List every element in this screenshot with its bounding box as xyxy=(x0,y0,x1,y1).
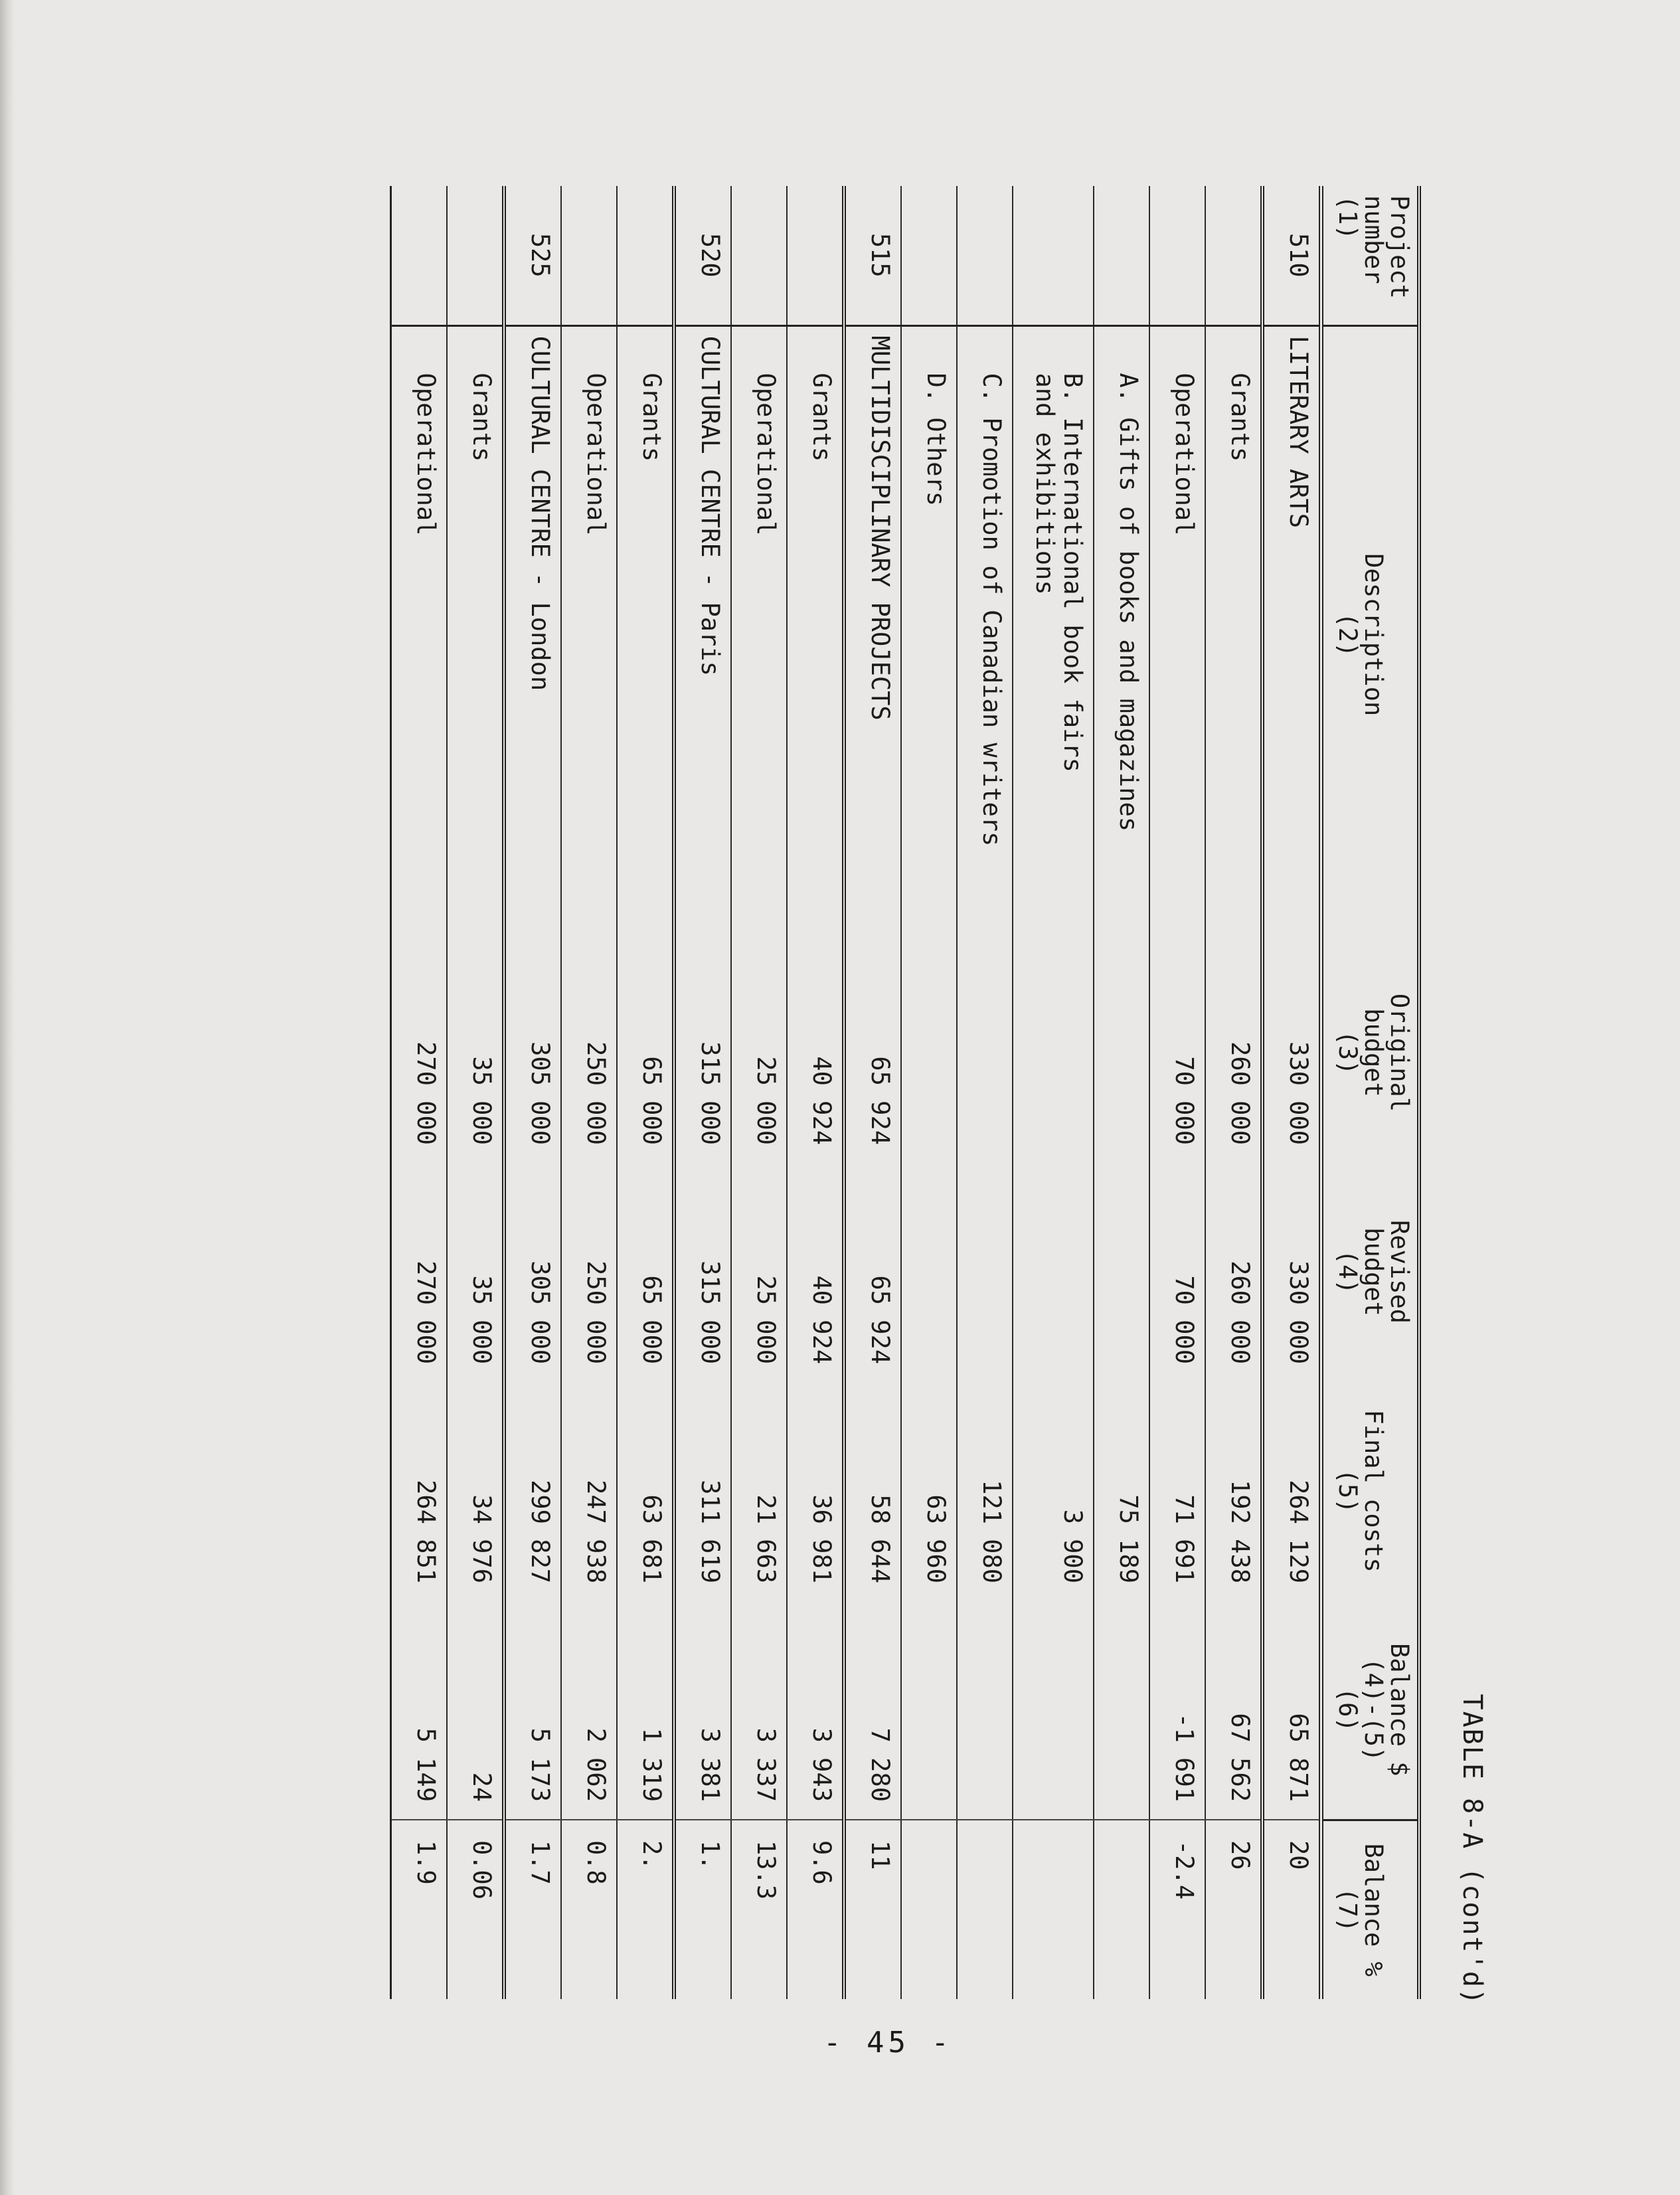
cell-final-costs: 311 619 xyxy=(696,1480,725,1583)
cell-final-costs: 34 976 xyxy=(467,1494,497,1583)
cell-final-costs: 264 851 xyxy=(412,1480,441,1583)
cell-final-costs: 3 900 xyxy=(1058,1509,1088,1583)
cell-description: Grants xyxy=(447,325,504,943)
cell-description: LITERARY ARTS xyxy=(1262,325,1321,943)
cell-balance-percent: 2. xyxy=(637,1840,667,1870)
cell-original-budget: 65 924 xyxy=(866,1056,895,1145)
cell-final-costs: 264 129 xyxy=(1284,1480,1313,1583)
cell-balance-dollars: 5 149 xyxy=(391,1601,448,1820)
table-row xyxy=(561,186,617,1999)
cell-balance-percent: 20 xyxy=(1284,1840,1313,1870)
cell-final-costs: 247 938 xyxy=(582,1480,611,1583)
table-row xyxy=(391,186,448,1999)
cell-original-budget: 315 000 xyxy=(696,1041,725,1145)
table-row xyxy=(1205,186,1262,1999)
cell-final-costs: 75 189 xyxy=(1114,1494,1143,1583)
cell-balance-percent: 13.3 xyxy=(752,1840,781,1900)
header-project-number: Project number (1) xyxy=(1321,186,1419,325)
cell-balance-dollars: 67 562 xyxy=(1205,1601,1262,1820)
cell-final-costs: 36 981 xyxy=(807,1494,837,1583)
cell-description: Grants xyxy=(787,325,844,943)
cell-project-number xyxy=(617,186,674,325)
cell-original-budget xyxy=(1013,943,1094,1162)
cell-final-costs: 121 080 xyxy=(977,1480,1007,1583)
cell-project-number xyxy=(391,186,448,325)
header-revised-budget: Revised budget (4) xyxy=(1321,1162,1419,1381)
table-row xyxy=(504,186,561,1999)
cell-revised-budget: 270 000 xyxy=(412,1261,441,1364)
cell-revised-budget xyxy=(957,1162,1013,1381)
cell-description: CULTURAL CENTRE - London xyxy=(504,325,561,943)
cell-original-budget: 70 000 xyxy=(1170,1056,1199,1145)
cell-balance-percent: 11 xyxy=(866,1840,895,1870)
table-header-row xyxy=(1321,186,1419,1999)
cell-balance-percent xyxy=(1013,1820,1094,1999)
cell-revised-budget xyxy=(1013,1162,1094,1381)
table-row xyxy=(1149,186,1205,1999)
cell-original-budget: 305 000 xyxy=(526,1041,555,1145)
cell-balance-percent xyxy=(957,1820,1013,1999)
cell-revised-budget xyxy=(1094,1162,1149,1381)
cell-revised-budget: 65 000 xyxy=(637,1275,667,1364)
cell-balance-dollars xyxy=(957,1601,1013,1820)
table-row xyxy=(957,186,1013,1999)
table-row xyxy=(844,186,901,1999)
cell-final-costs: 58 644 xyxy=(866,1494,895,1583)
header-original-budget: Original budget (3) xyxy=(1321,943,1419,1162)
table-row xyxy=(447,186,504,1999)
cell-original-budget: 65 000 xyxy=(637,1056,667,1145)
cell-description: B. International book fairs and exhibitions xyxy=(1013,325,1094,943)
cell-balance-percent: 1.7 xyxy=(526,1840,555,1885)
cell-revised-budget: 65 924 xyxy=(866,1275,895,1364)
cell-balance-dollars xyxy=(901,1601,957,1820)
cell-balance-percent: 26 xyxy=(1226,1840,1255,1870)
cell-original-budget: 250 000 xyxy=(582,1041,611,1145)
cell-balance-dollars: 2 062 xyxy=(561,1601,617,1820)
cell-revised-budget: 35 000 xyxy=(467,1275,497,1364)
cell-original-budget: 35 000 xyxy=(467,1056,497,1145)
cell-balance-dollars: 3 381 xyxy=(674,1601,731,1820)
cell-balance-percent: 0.06 xyxy=(467,1840,497,1900)
cell-description: CULTURAL CENTRE - Paris xyxy=(674,325,731,943)
cell-original-budget: 330 000 xyxy=(1284,1041,1313,1145)
cell-revised-budget: 260 000 xyxy=(1226,1261,1255,1364)
cell-balance-percent: 1. xyxy=(696,1840,725,1870)
cell-revised-budget: 330 000 xyxy=(1284,1261,1313,1364)
table-title: TABLE 8-A (cont'd) xyxy=(1457,1694,1487,2006)
cell-final-costs: 21 663 xyxy=(752,1494,781,1583)
cell-description: MULTIDISCIPLINARY PROJECTS xyxy=(844,325,901,943)
cell-project-number: 515 xyxy=(866,232,895,278)
cell-project-number xyxy=(447,186,504,325)
cell-balance-percent xyxy=(901,1820,957,1999)
cell-balance-dollars xyxy=(1013,1601,1094,1820)
cell-original-budget: 270 000 xyxy=(412,1041,441,1145)
cell-final-costs: 63 960 xyxy=(922,1494,951,1583)
cell-revised-budget xyxy=(901,1162,957,1381)
cell-balance-dollars: 3 337 xyxy=(731,1601,787,1820)
cell-balance-percent: 1.9 xyxy=(412,1840,441,1885)
cell-original-budget: 40 924 xyxy=(807,1056,837,1145)
cell-project-number: 525 xyxy=(526,232,555,278)
page-number: - 45 - xyxy=(823,2026,953,2060)
table-body xyxy=(391,186,1321,1999)
budget-table xyxy=(390,186,1421,1999)
cell-balance-percent: -2.4 xyxy=(1170,1840,1199,1900)
cell-revised-budget: 25 000 xyxy=(752,1275,781,1364)
cell-project-number xyxy=(957,186,1013,325)
cell-project-number xyxy=(561,186,617,325)
cell-description: A. Gifts of books and magazines xyxy=(1094,325,1149,943)
cell-original-budget: 25 000 xyxy=(752,1056,781,1145)
cell-description: Operational xyxy=(731,325,787,943)
header-balance-dollars: Balance $ (4)-(5) (6) xyxy=(1321,1601,1419,1820)
cell-balance-dollars: 5 173 xyxy=(504,1601,561,1820)
cell-original-budget xyxy=(901,943,957,1162)
cell-description: Operational xyxy=(1149,325,1205,943)
cell-description: Operational xyxy=(391,325,448,943)
table-row xyxy=(731,186,787,1999)
cell-balance-dollars: -1 691 xyxy=(1149,1601,1205,1820)
cell-balance-percent: 0.8 xyxy=(582,1840,611,1885)
cell-project-number xyxy=(901,186,957,325)
cell-project-number xyxy=(1205,186,1262,325)
cell-original-budget xyxy=(957,943,1013,1162)
header-final-costs: Final costs (5) xyxy=(1321,1381,1419,1601)
table-row xyxy=(1013,186,1094,1999)
cell-balance-dollars: 7 280 xyxy=(844,1601,901,1820)
cell-balance-dollars xyxy=(1094,1601,1149,1820)
cell-original-budget xyxy=(1094,943,1149,1162)
cell-description: Grants xyxy=(1205,325,1262,943)
page-binding-edge xyxy=(0,0,15,2195)
cell-balance-percent: 9.6 xyxy=(807,1840,837,1885)
cell-description: D. Others xyxy=(901,325,957,943)
cell-description: C. Promotion of Canadian writers xyxy=(957,325,1013,943)
cell-final-costs: 299 827 xyxy=(526,1480,555,1583)
table-row xyxy=(901,186,957,1999)
cell-revised-budget: 250 000 xyxy=(582,1261,611,1364)
cell-balance-dollars: 1 319 xyxy=(617,1601,674,1820)
header-balance-percent: Balance % (7) xyxy=(1321,1820,1419,1999)
cell-project-number: 510 xyxy=(1284,232,1313,278)
table-row xyxy=(674,186,731,1999)
cell-revised-budget: 40 924 xyxy=(807,1275,837,1364)
cell-final-costs: 71 691 xyxy=(1170,1494,1199,1583)
cell-revised-budget: 315 000 xyxy=(696,1261,725,1364)
cell-revised-budget: 70 000 xyxy=(1170,1275,1199,1364)
cell-balance-dollars: 65 871 xyxy=(1262,1601,1321,1820)
cell-project-number xyxy=(1094,186,1149,325)
cell-revised-budget: 305 000 xyxy=(526,1261,555,1364)
rotated-table-page xyxy=(239,146,1514,2032)
table-row xyxy=(787,186,844,1999)
cell-project-number: 520 xyxy=(696,232,725,278)
cell-balance-percent xyxy=(1094,1820,1149,1999)
cell-final-costs: 192 438 xyxy=(1226,1480,1255,1583)
cell-final-costs: 63 681 xyxy=(637,1494,667,1583)
header-description: Description (2) xyxy=(1321,325,1419,943)
cell-description: Grants xyxy=(617,325,674,943)
table-row xyxy=(1094,186,1149,1999)
cell-project-number xyxy=(731,186,787,325)
table-row xyxy=(617,186,674,1999)
cell-balance-dollars: 24 xyxy=(447,1601,504,1820)
cell-project-number xyxy=(1013,186,1094,325)
table-row xyxy=(1262,186,1321,1999)
cell-description: Operational xyxy=(561,325,617,943)
cell-project-number xyxy=(787,186,844,325)
cell-original-budget: 260 000 xyxy=(1226,1041,1255,1145)
cell-project-number xyxy=(1149,186,1205,325)
cell-balance-dollars: 3 943 xyxy=(787,1601,844,1820)
